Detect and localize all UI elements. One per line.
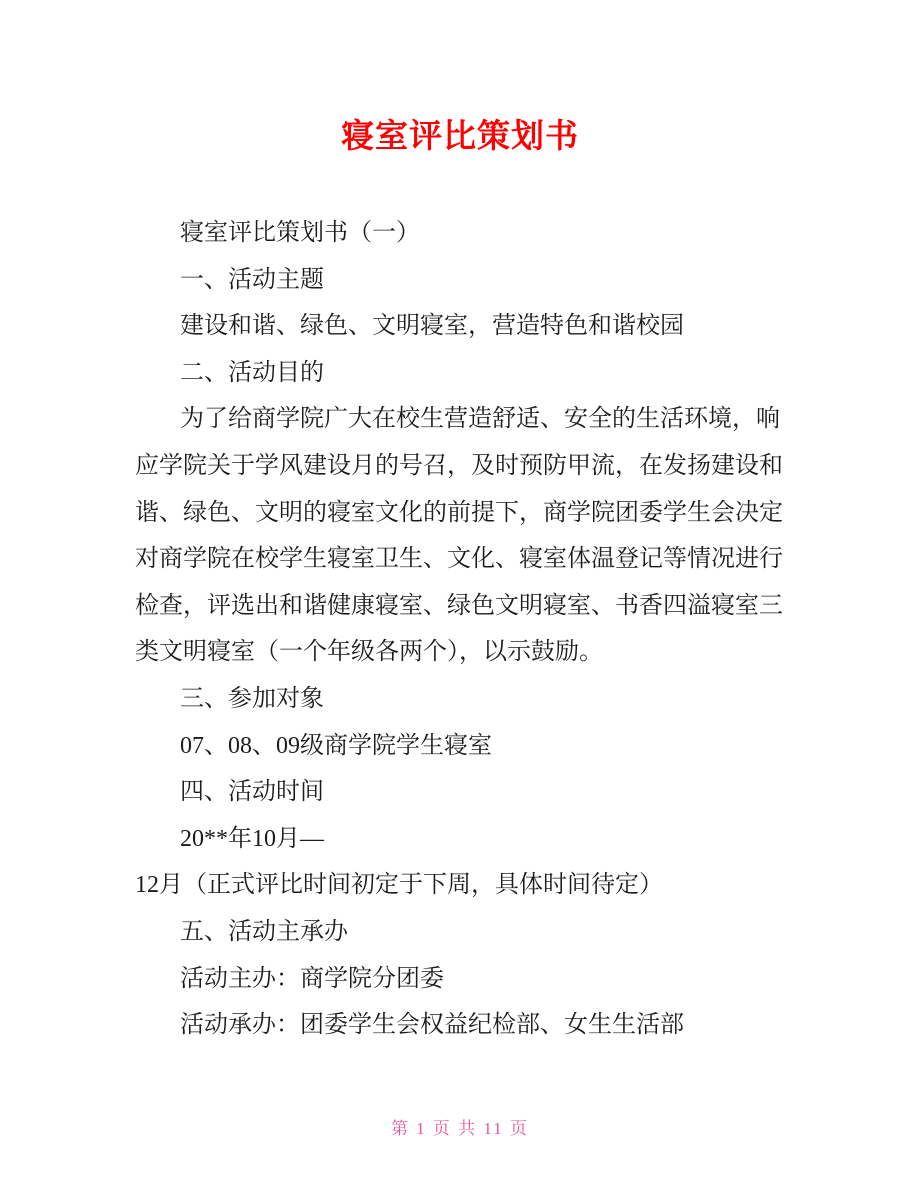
body-line: 一、活动主题	[180, 266, 324, 293]
body-line: 二、活动目的	[180, 359, 324, 386]
body-line: 五、活动主承办	[180, 918, 348, 945]
body-line: 寝室评比策划书（一）	[180, 220, 420, 246]
document-title: 寝室评比策划书	[341, 117, 579, 154]
body-line: 07、08、09级商学院学生寝室	[180, 732, 492, 759]
body-line: 应学院关于学风建设月的号召，及时预防甲流，在发扬建设和	[135, 452, 783, 479]
body-line: 四、活动时间	[180, 779, 324, 806]
body-line: 为了给商学院广大在校生营造舒适、安全的生活环境，响	[180, 406, 780, 433]
body-line: 类文明寝室（一个年级各两个），以示鼓励。	[135, 639, 603, 666]
body-line: 谐、绿色、文明的寝室文化的前提下，商学院团委学生会决定	[135, 499, 783, 526]
body-line: 活动承办：团委学生会权益纪检部、女生生活部	[180, 1012, 684, 1039]
body-line: 检查，评选出和谐健康寝室、绿色文明寝室、书香四溢寝室三	[135, 592, 783, 619]
page-number-footer: 第 1 页 共 11 页	[390, 1119, 530, 1138]
body-line: 三、参加对象	[180, 685, 324, 712]
body-line: 活动主办：商学院分团委	[180, 965, 444, 992]
body-line: 20**年10月—	[180, 825, 324, 852]
body-line: 12月（正式评比时间初定于下周，具体时间待定）	[135, 872, 663, 899]
document-body	[135, 210, 807, 1049]
body-line: 对商学院在校学生寝室卫生、文化、寝室体温登记等情况进行	[135, 546, 783, 573]
body-line: 建设和谐、绿色、文明寝室，营造特色和谐校园	[180, 313, 684, 340]
